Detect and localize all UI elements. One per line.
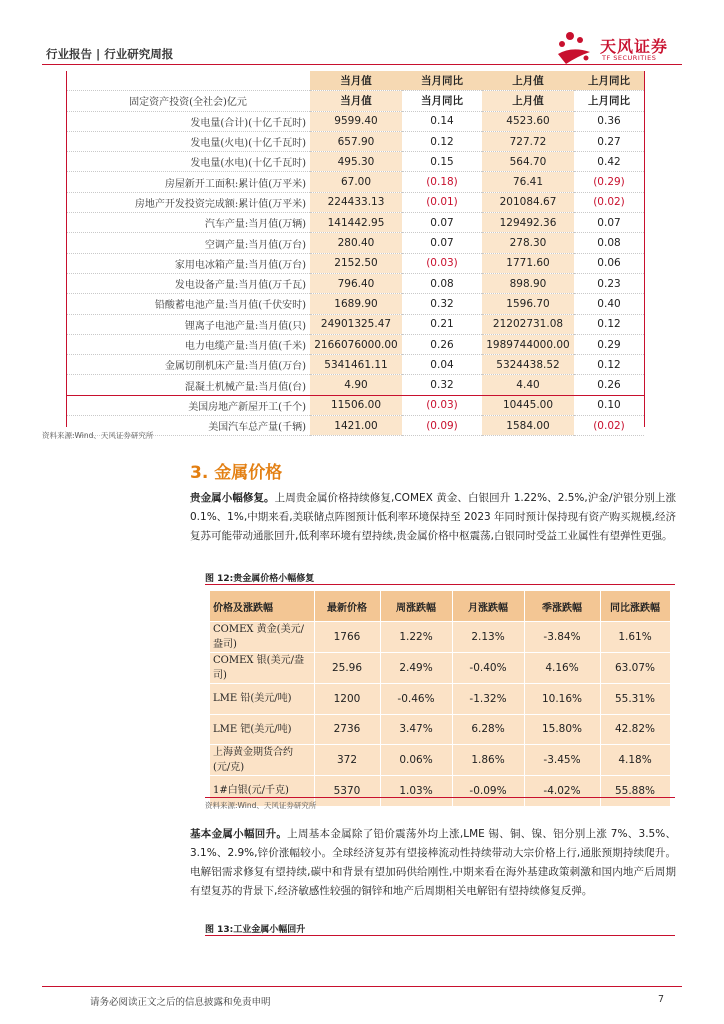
table-cell: 0.08 bbox=[402, 273, 482, 293]
table-cell: 0.40 bbox=[574, 294, 644, 314]
page-number: 7 bbox=[657, 994, 664, 1005]
table-cell: 2.13% bbox=[452, 622, 524, 653]
table-cell: 3.47% bbox=[380, 714, 452, 745]
table-header-cell: 周涨跌幅 bbox=[380, 591, 452, 622]
table-header-cell: 最新价格 bbox=[314, 591, 380, 622]
table-cell: 1421.00 bbox=[310, 416, 402, 436]
table-cell: 0.06% bbox=[380, 745, 452, 776]
row-label: 铅酸蓄电池产量:当月值(千伏安时) bbox=[66, 294, 310, 314]
table-cell: 1584.00 bbox=[482, 416, 574, 436]
paragraph-lead: 基本金属小幅回升。 bbox=[190, 828, 288, 840]
table-row bbox=[66, 355, 644, 375]
table-header-cell: 上月值 bbox=[482, 71, 574, 91]
paragraph-lead: 贵金属小幅修复。 bbox=[190, 492, 275, 504]
section-title: 3. 金属价格 bbox=[190, 463, 283, 483]
table-cell: 1596.70 bbox=[482, 294, 574, 314]
table-row bbox=[66, 213, 644, 233]
table-cell: (0.09) bbox=[402, 416, 482, 436]
metal-price-table bbox=[210, 591, 671, 807]
figure-12-bottom-rule bbox=[205, 797, 675, 798]
table-header-row bbox=[210, 591, 670, 622]
table-header-cell: 上月同比 bbox=[574, 91, 644, 111]
figure-13-title: 图 13:工业金属小幅回升 bbox=[205, 925, 306, 935]
row-label: COMEX 银(美元/盎司) bbox=[210, 653, 314, 684]
table-cell: 0.07 bbox=[574, 213, 644, 233]
table-header-cell bbox=[66, 71, 310, 91]
row-label: 发电量(火电)(十亿千瓦时) bbox=[66, 131, 310, 151]
table-cell: -0.46% bbox=[380, 684, 452, 715]
table-cell: 10.16% bbox=[524, 684, 600, 715]
row-label: 房地产开发投资完成额:累计值(万平米) bbox=[66, 192, 310, 212]
table-cell: 201084.67 bbox=[482, 192, 574, 212]
brand-logo bbox=[542, 28, 682, 68]
row-label: 发电量(水电)(十亿千瓦时) bbox=[66, 152, 310, 172]
table-row bbox=[66, 233, 644, 253]
table-header-cell: 当月同比 bbox=[402, 71, 482, 91]
figure-13-rule bbox=[205, 935, 675, 936]
tf-logo-icon bbox=[550, 28, 596, 68]
table-cell: 4.90 bbox=[310, 375, 402, 395]
table-row bbox=[66, 152, 644, 172]
brand-name-cn: 天风证券 bbox=[600, 37, 669, 56]
disclaimer-link[interactable]: 请务必阅读正文之后的信息披露和免责申明 bbox=[90, 997, 271, 1008]
row-label: 发电设备产量:当月值(万千瓦) bbox=[66, 273, 310, 293]
table-row bbox=[210, 622, 670, 653]
table-cell: -0.09% bbox=[452, 776, 524, 807]
table-cell: (0.01) bbox=[402, 192, 482, 212]
table-cell: 2736 bbox=[314, 714, 380, 745]
table-row bbox=[66, 375, 644, 395]
table-cell: 0.32 bbox=[402, 375, 482, 395]
table-cell: 76.41 bbox=[482, 172, 574, 192]
row-label: 美国汽车总产量(千辆) bbox=[66, 416, 310, 436]
row-label: 1#白银(元/千克) bbox=[210, 776, 314, 807]
table-cell: 0.29 bbox=[574, 334, 644, 354]
table-cell: 21202731.08 bbox=[482, 314, 574, 334]
table-cell: (0.03) bbox=[402, 395, 482, 415]
table-cell: 67.00 bbox=[310, 172, 402, 192]
table-cell: 0.26 bbox=[574, 375, 644, 395]
row-label: 房屋新开工面积:累计值(万平米) bbox=[66, 172, 310, 192]
source-note: 资料来源:Wind、天风证券研究所 bbox=[42, 431, 154, 440]
table-cell: 796.40 bbox=[310, 273, 402, 293]
table-header-cell: 价格及涨跌幅 bbox=[210, 591, 314, 622]
table-row bbox=[66, 111, 644, 131]
table-cell: 5370 bbox=[314, 776, 380, 807]
table-cell: 0.10 bbox=[574, 395, 644, 415]
table-cell: 898.90 bbox=[482, 273, 574, 293]
table-cell: -0.40% bbox=[452, 653, 524, 684]
table-cell: 280.40 bbox=[310, 233, 402, 253]
table-cell: 0.07 bbox=[402, 233, 482, 253]
table-cell: -1.32% bbox=[452, 684, 524, 715]
table-cell: 55.31% bbox=[600, 684, 670, 715]
table-cell: 9599.40 bbox=[310, 111, 402, 131]
table-cell: 0.26 bbox=[402, 334, 482, 354]
table-row bbox=[66, 131, 644, 151]
table-cell: 4.40 bbox=[482, 375, 574, 395]
row-label: 电力电缆产量:当月值(千米) bbox=[66, 334, 310, 354]
paragraph-base-metals bbox=[190, 825, 676, 901]
table-cell: 1989744000.00 bbox=[482, 334, 574, 354]
row-label: 家用电冰箱产量:当月值(万台) bbox=[66, 253, 310, 273]
row-label: 汽车产量:当月值(万辆) bbox=[66, 213, 310, 233]
table-row bbox=[66, 273, 644, 293]
table-cell: -3.45% bbox=[524, 745, 600, 776]
table-header-cell: 当月同比 bbox=[402, 91, 482, 111]
table-cell: 5341461.11 bbox=[310, 355, 402, 375]
figure-12-title: 图 12:贵金属价格小幅修复 bbox=[205, 574, 315, 584]
table-cell: (0.02) bbox=[574, 192, 644, 212]
table-header-cell: 上月值 bbox=[482, 91, 574, 111]
table-cell: 564.70 bbox=[482, 152, 574, 172]
table-cell: 0.36 bbox=[574, 111, 644, 131]
table-row bbox=[66, 294, 644, 314]
table-header-row bbox=[66, 71, 644, 91]
row-label: 金属切削机床产量:当月值(万台) bbox=[66, 355, 310, 375]
source-note: 资料来源:Wind、天风证券研究所 bbox=[205, 801, 317, 810]
table-cell: 0.12 bbox=[574, 355, 644, 375]
table-row bbox=[66, 172, 644, 192]
table-cell: (0.29) bbox=[574, 172, 644, 192]
table-cell: 2152.50 bbox=[310, 253, 402, 273]
table-cell: 4.16% bbox=[524, 653, 600, 684]
table-row bbox=[210, 653, 670, 684]
table-cell: 24901325.47 bbox=[310, 314, 402, 334]
table-cell: 10445.00 bbox=[482, 395, 574, 415]
table-cell: 0.12 bbox=[402, 131, 482, 151]
table-cell: 0.15 bbox=[402, 152, 482, 172]
table-subheader-row bbox=[66, 91, 644, 111]
table-cell: (0.18) bbox=[402, 172, 482, 192]
row-label: 发电量(合计)(十亿千瓦时) bbox=[66, 111, 310, 131]
row-label: COMEX 黄金(美元/盎司) bbox=[210, 622, 314, 653]
row-label: 混凝土机械产量:当月值(台) bbox=[66, 375, 310, 395]
table-cell: 2166076000.00 bbox=[310, 334, 402, 354]
table-cell: 2.49% bbox=[380, 653, 452, 684]
row-label: 锂离子电池产量:当月值(只) bbox=[66, 314, 310, 334]
table-cell: 0.23 bbox=[574, 273, 644, 293]
table-cell: 25.96 bbox=[314, 653, 380, 684]
table-cell: 1766 bbox=[314, 622, 380, 653]
table-cell: 495.30 bbox=[310, 152, 402, 172]
table-cell: -4.02% bbox=[524, 776, 600, 807]
table-cell: 1.86% bbox=[452, 745, 524, 776]
table-cell: 5324438.52 bbox=[482, 355, 574, 375]
report-type: 行业报告 | 行业研究周报 bbox=[46, 47, 174, 61]
table-row bbox=[66, 314, 644, 334]
table-cell: 15.80% bbox=[524, 714, 600, 745]
table-cell: 1.03% bbox=[380, 776, 452, 807]
table-header-cell: 当月值 bbox=[310, 91, 402, 111]
table-cell: 0.06 bbox=[574, 253, 644, 273]
table-cell: 129492.36 bbox=[482, 213, 574, 233]
paragraph-precious-metals bbox=[190, 489, 676, 546]
table-row bbox=[66, 395, 644, 415]
table-row bbox=[66, 192, 644, 212]
table-cell: 1.61% bbox=[600, 622, 670, 653]
table-header-cell: 同比涨跌幅 bbox=[600, 591, 670, 622]
table-cell: 63.07% bbox=[600, 653, 670, 684]
table-cell: 278.30 bbox=[482, 233, 574, 253]
table-cell: (0.03) bbox=[402, 253, 482, 273]
table-cell: 372 bbox=[314, 745, 380, 776]
row-label: LME 钯(美元/吨) bbox=[210, 714, 314, 745]
table-row bbox=[66, 334, 644, 354]
table-row bbox=[210, 684, 670, 715]
table-row bbox=[66, 253, 644, 273]
table-cell: 1200 bbox=[314, 684, 380, 715]
table-cell: 141442.95 bbox=[310, 213, 402, 233]
table-cell: 55.88% bbox=[600, 776, 670, 807]
table-cell: 0.32 bbox=[402, 294, 482, 314]
row-label: LME 铅(美元/吨) bbox=[210, 684, 314, 715]
row-label: 上海黄金期货合约 (元/克) bbox=[210, 745, 314, 776]
macro-indicator-table bbox=[66, 71, 644, 436]
table-cell: -3.84% bbox=[524, 622, 600, 653]
table-cell: 0.42 bbox=[574, 152, 644, 172]
table-cell: 42.82% bbox=[600, 714, 670, 745]
footer-divider bbox=[42, 986, 682, 987]
table-left-border bbox=[66, 71, 67, 427]
table-cell: 0.04 bbox=[402, 355, 482, 375]
table-cell: 0.08 bbox=[574, 233, 644, 253]
table-cell: 1771.60 bbox=[482, 253, 574, 273]
table-row bbox=[210, 714, 670, 745]
row-label: 美国房地产新屋开工(千个) bbox=[66, 395, 310, 415]
table-cell: 0.12 bbox=[574, 314, 644, 334]
row-label: 固定资产投资(全社会)亿元 bbox=[66, 91, 310, 111]
table-header-cell: 上月同比 bbox=[574, 71, 644, 91]
table-right-border bbox=[644, 71, 645, 427]
paragraph-body: 上周基本金属除了铅价震荡外均上涨,LME 锡、铜、镍、铝分别上涨 7%、3.5%、3.1%、2.9%,锌价涨幅较小。全球经济复苏有望接棒流动性持续带动大宗价格上行,通胀预期持续爬升。电解铝需求修复有望持续,碳中和背景有望加码供给刚性,中期来看在海外基建政策刺激和国内地产后周期有望复苏的背景下,经济敏感性较强的铜锌和地产后周期相关电解铝有望持续修复反弹。 bbox=[190, 828, 677, 897]
table-header-cell: 月涨跌幅 bbox=[452, 591, 524, 622]
table-cell: 1689.90 bbox=[310, 294, 402, 314]
table-cell: 0.07 bbox=[402, 213, 482, 233]
table-row bbox=[210, 745, 670, 776]
table-cell: 11506.00 bbox=[310, 395, 402, 415]
row-label: 空调产量:当月值(万台) bbox=[66, 233, 310, 253]
table-cell: 0.27 bbox=[574, 131, 644, 151]
table-cell: 727.72 bbox=[482, 131, 574, 151]
table-cell: 657.90 bbox=[310, 131, 402, 151]
brand-name-en: TF SECURITIES bbox=[602, 54, 657, 62]
table-cell: (0.02) bbox=[574, 416, 644, 436]
table-header-cell: 季涨跌幅 bbox=[524, 591, 600, 622]
table-cell: 0.21 bbox=[402, 314, 482, 334]
table-cell: 6.28% bbox=[452, 714, 524, 745]
figure-12-rule bbox=[205, 584, 675, 585]
table-cell: 4.18% bbox=[600, 745, 670, 776]
table-cell: 0.14 bbox=[402, 111, 482, 131]
table-cell: 4523.60 bbox=[482, 111, 574, 131]
table-header-cell: 当月值 bbox=[310, 71, 402, 91]
table-cell: 224433.13 bbox=[310, 192, 402, 212]
paragraph-body: 上周贵金属价格持续修复,COMEX 黄金、白银回升 1.22%、2.5%,沪金/沪银分别上涨 0.1%、1%,中期来看,美联储点阵图预计低利率环境保持至 2023 年同时预计保持现有资产购买规模,经济复苏可能带动通胀回升,低利率环境有望持续,贵金属价格中枢震荡,白银同时受益工业属性有望弹性更强。 bbox=[190, 492, 677, 542]
table-cell: 1.22% bbox=[380, 622, 452, 653]
header-divider bbox=[42, 64, 682, 65]
